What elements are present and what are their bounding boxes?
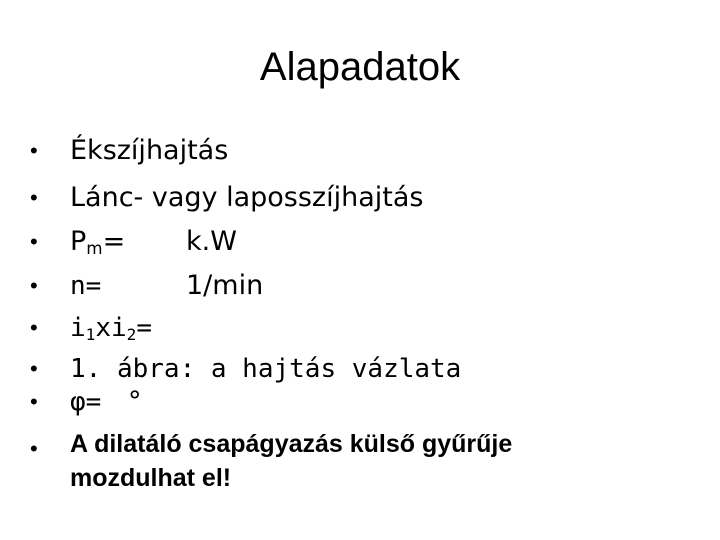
list-item-note — [0, 428, 720, 498]
bullet-dot: • — [30, 389, 38, 414]
ratio-sub2: 2 — [126, 325, 137, 345]
ratio-sub1: 1 — [85, 325, 96, 345]
power-subscript: m — [86, 238, 103, 259]
bullet-dot: • — [30, 185, 38, 210]
slide-title: Alapadatok — [259, 45, 461, 89]
list-item-speed — [0, 265, 720, 307]
power-symbol: P — [70, 226, 87, 257]
power-equals: = — [102, 226, 126, 257]
figure-caption: 1. ábra: a hajtás vázlata — [70, 354, 462, 384]
list-item-power — [0, 221, 720, 263]
power-unit: k.W — [186, 226, 237, 257]
speed-unit: 1/min — [186, 270, 264, 301]
power-label — [70, 221, 125, 263]
angle-label: φ= — [70, 387, 102, 417]
bullet-dot: • — [30, 273, 38, 298]
ratio-xi: xi — [95, 313, 127, 343]
item-text: Lánc- vagy laposszíjhajtás — [70, 182, 424, 213]
bullet-dot: • — [30, 315, 38, 340]
angle-unit: ° — [128, 386, 142, 417]
ratio-label — [70, 307, 152, 349]
note-line-1: A dilatáló csapágyazás külső gyűrűje — [70, 430, 513, 458]
bullet-dot: • — [30, 138, 38, 163]
bullet-dot: • — [30, 356, 38, 381]
bullet-dot: • — [30, 436, 38, 461]
item-text: Ékszíjhajtás — [70, 135, 229, 166]
list-item-ratio — [0, 307, 720, 349]
bullet-dot: • — [30, 229, 38, 254]
ratio-i1: i — [70, 313, 86, 343]
list-item — [0, 130, 720, 172]
note-line-2: mozdulhat el! — [70, 464, 232, 492]
list-item — [0, 177, 720, 219]
ratio-equals: = — [136, 313, 153, 343]
speed-label: n= — [70, 271, 102, 301]
list-item-angle — [0, 381, 720, 423]
